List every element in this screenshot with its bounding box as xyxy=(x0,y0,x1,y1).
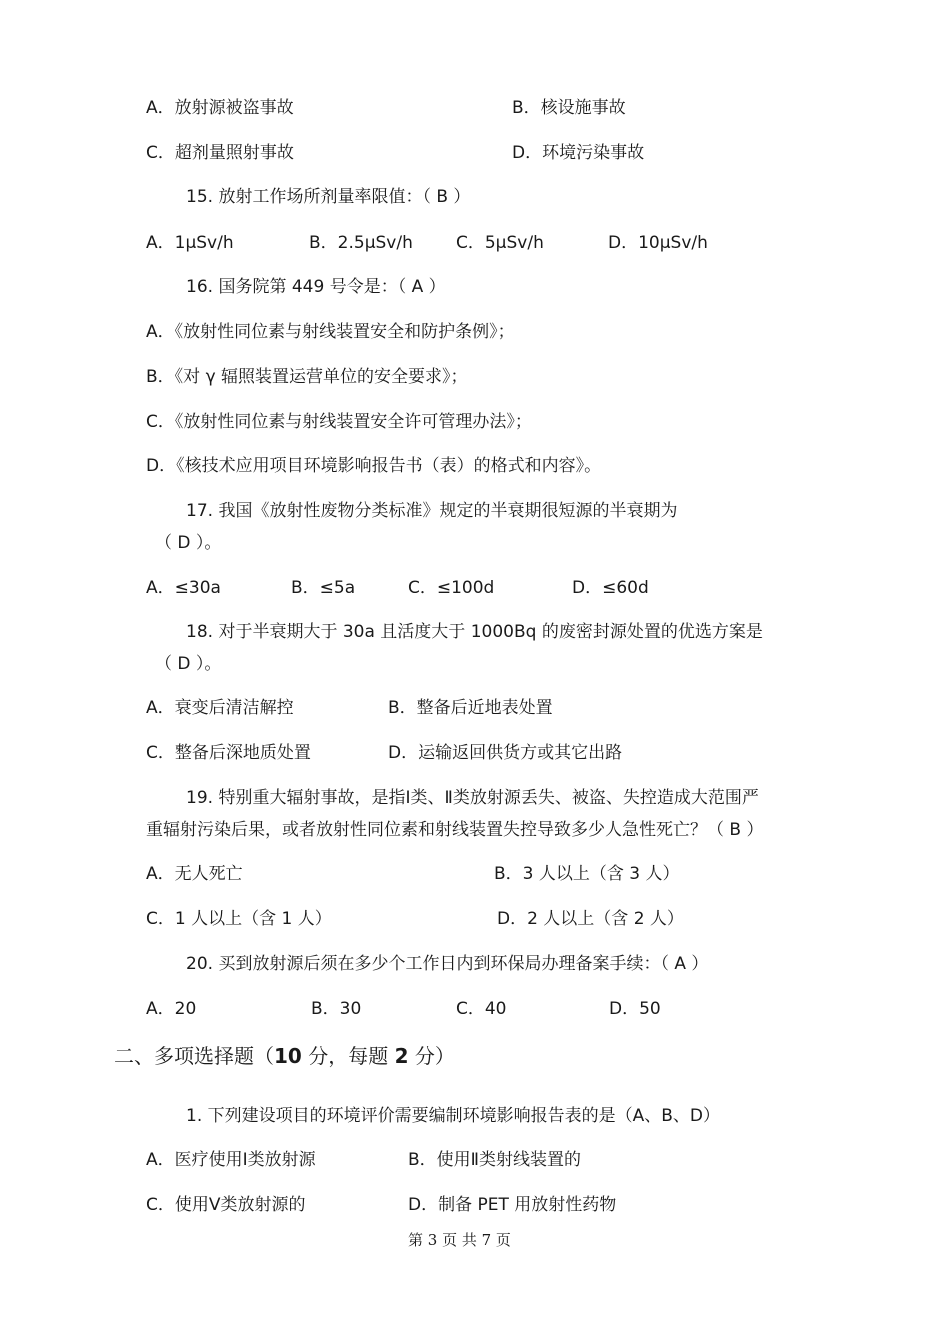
q19-stem-line2: 重辐射污染后果，或者放射性同位素和射线装置失控导致多少人急性死亡？（ B ） xyxy=(146,820,764,840)
q20-stem: 20. 买到放射源后须在多少个工作日内到环保局办理备案手续：（ A ） xyxy=(186,954,709,974)
q19-option-a: A．无人死亡 xyxy=(146,864,243,884)
q20-option-b: B．30 xyxy=(311,999,362,1019)
section-heading-part1: 二、多项选择题（ xyxy=(114,1044,274,1068)
q20-option-c: C．40 xyxy=(456,999,507,1019)
q17-option-d: D．≤60d xyxy=(572,578,649,598)
q18-stem-line1: 18. 对于半衰期大于 30a 且活度大于 1000Bq 的废密封源处置的优选方案是 xyxy=(186,622,763,642)
q16-stem: 16. 国务院第 449 号令是：（ A ） xyxy=(186,277,446,297)
q15-option-b: B．2.5μSv/h xyxy=(309,233,413,253)
q20-option-a: A．20 xyxy=(146,999,197,1019)
page-footer: 第 3 页 共 7 页 xyxy=(408,1231,511,1249)
section-heading-part2: 分，每题 xyxy=(301,1044,395,1068)
q19-stem-line1: 19. 特别重大辐射事故，是指Ⅰ类、Ⅱ类放射源丢失、被盗、失控造成大范围严 xyxy=(186,788,759,808)
q17-option-b: B．≤5a xyxy=(291,578,356,598)
q18-option-c: C．整备后深地质处置 xyxy=(146,743,311,763)
q19-option-d: D．2 人以上（含 2 人） xyxy=(497,909,684,929)
q18-stem-line2: （ D ）。 xyxy=(155,654,222,674)
m1-stem: 1. 下列建设项目的环境评价需要编制环境影响报告表的是（A、B、D） xyxy=(186,1106,721,1126)
m1-option-b: B．使用Ⅱ类射线装置的 xyxy=(408,1150,582,1170)
q15-option-a: A．1μSv/h xyxy=(146,233,234,253)
q14-option-d: D．环境污染事故 xyxy=(512,143,645,163)
q16-option-d: D．《核技术应用项目环境影响报告书（表）的格式和内容》。 xyxy=(146,456,602,476)
q18-option-d: D．运输返回供货方或其它出路 xyxy=(388,743,623,763)
q17-stem-line1: 17. 我国《放射性废物分类标准》规定的半衰期很短源的半衰期为 xyxy=(186,501,678,521)
q14-option-a: A．放射源被盗事故 xyxy=(146,98,294,118)
q17-option-a: A．≤30a xyxy=(146,578,221,598)
q15-stem: 15. 放射工作场所剂量率限值：（ B ） xyxy=(186,187,471,207)
q14-option-b: B．核设施事故 xyxy=(512,98,626,118)
q19-option-c: C．1 人以上（含 1 人） xyxy=(146,909,332,929)
section-each-score: 2 xyxy=(394,1044,409,1068)
q18-option-a: A．衰变后清洁解控 xyxy=(146,698,294,718)
q18-option-b: B．整备后近地表处置 xyxy=(388,698,553,718)
q17-stem-line2: （ D ）。 xyxy=(155,533,222,553)
q16-option-c: C．《放射性同位素与射线装置安全许可管理办法》； xyxy=(146,412,532,432)
m1-option-d: D．制备 PET 用放射性药物 xyxy=(408,1195,617,1215)
section-total-score: 10 xyxy=(274,1044,302,1068)
m1-option-c: C．使用Ⅴ类放射源的 xyxy=(146,1195,306,1215)
q15-option-d: D．10μSv/h xyxy=(608,233,708,253)
section-heading-part3: 分） xyxy=(408,1044,455,1068)
q16-option-b: B．《对 γ 辐照装置运营单位的安全要求》； xyxy=(146,367,468,387)
q20-option-d: D．50 xyxy=(609,999,661,1019)
m1-option-a: A．医疗使用Ⅰ类放射源 xyxy=(146,1150,316,1170)
q14-option-c: C．超剂量照射事故 xyxy=(146,143,294,163)
q16-option-a: A．《放射性同位素与射线装置安全和防护条例》； xyxy=(146,322,515,342)
section-heading xyxy=(114,1043,455,1069)
q15-option-c: C．5μSv/h xyxy=(456,233,544,253)
q17-option-c: C．≤100d xyxy=(408,578,495,598)
q19-option-b: B．3 人以上（含 3 人） xyxy=(494,864,680,884)
